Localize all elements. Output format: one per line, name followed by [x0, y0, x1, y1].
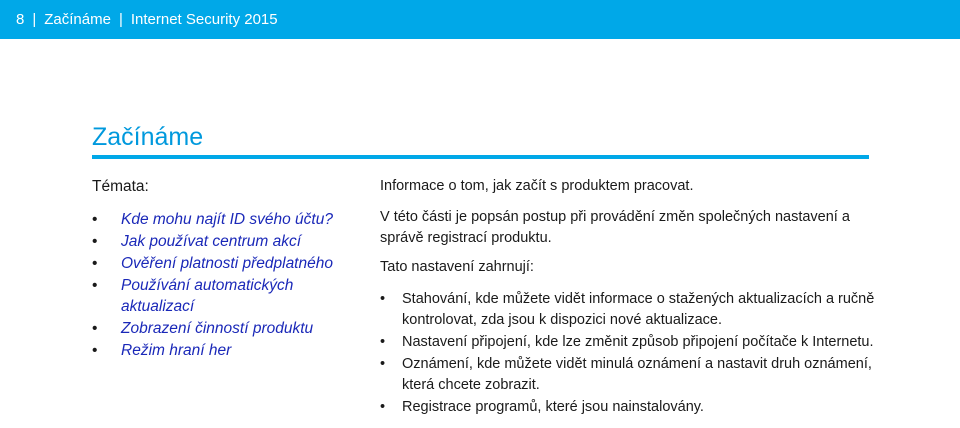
list-intro-text: Tato nastavení zahrnují: — [380, 259, 534, 275]
list-item: • Stahování, kde můžete vidět informace o stažených aktualizacích a ručně kontrolovat, zda jsou k dispozici nové aktualizace. — [380, 291, 875, 328]
header-product: Internet Security 2015 — [130, 11, 278, 28]
page-header — [0, 0, 960, 39]
topic-link[interactable]: • Zobrazení činností produktu — [92, 320, 314, 337]
list-item: • Registrace programů, které jsou nainstalovány. — [380, 397, 880, 418]
title-divider — [92, 155, 869, 159]
bullet-icon: • — [92, 211, 98, 228]
header-separator: | — [118, 11, 123, 28]
topic-link[interactable]: • Kde mohu najít ID svého účtu? — [92, 211, 333, 228]
topics-list — [92, 209, 367, 362]
settings-list — [380, 289, 880, 418]
topic-link[interactable]: • Jak používat centrum akcí — [92, 233, 302, 250]
bullet-icon: • — [92, 342, 98, 359]
bullet-icon: • — [92, 320, 98, 337]
topic-link[interactable]: • Ověření platnosti předplatného — [92, 255, 333, 272]
description-text: V této části je popsán postup při provádění změn společných nastavení a správě registrací produktu. — [380, 209, 850, 246]
header-chapter: Začínáme — [44, 11, 111, 28]
topic-link[interactable]: • Používání automatických aktualizací — [92, 277, 294, 315]
bullet-icon: • — [380, 356, 386, 372]
topic-link[interactable]: • Režim hraní her — [92, 342, 232, 359]
intro-text: Informace o tom, jak začít s produktem pracovat. — [380, 178, 694, 194]
header-separator: | — [32, 11, 37, 28]
bullet-icon: • — [380, 334, 386, 350]
chapter-title: Začínáme — [92, 123, 204, 151]
topics-heading: Témata: — [92, 178, 149, 195]
content-body — [380, 176, 880, 419]
bullet-icon: • — [380, 399, 386, 415]
bullet-icon: • — [92, 255, 98, 272]
bullet-icon: • — [380, 291, 386, 307]
list-item: • Nastavení připojení, kde lze změnit způsob připojení počítače k Internetu. — [380, 332, 880, 353]
bullet-icon: • — [92, 277, 98, 294]
bullet-icon: • — [92, 233, 98, 250]
list-item: • Oznámení, kde můžete vidět minulá oznámení a nastavit druh oznámení, která chcete zobrazit. — [380, 356, 872, 393]
page-number: 8 — [16, 11, 25, 28]
